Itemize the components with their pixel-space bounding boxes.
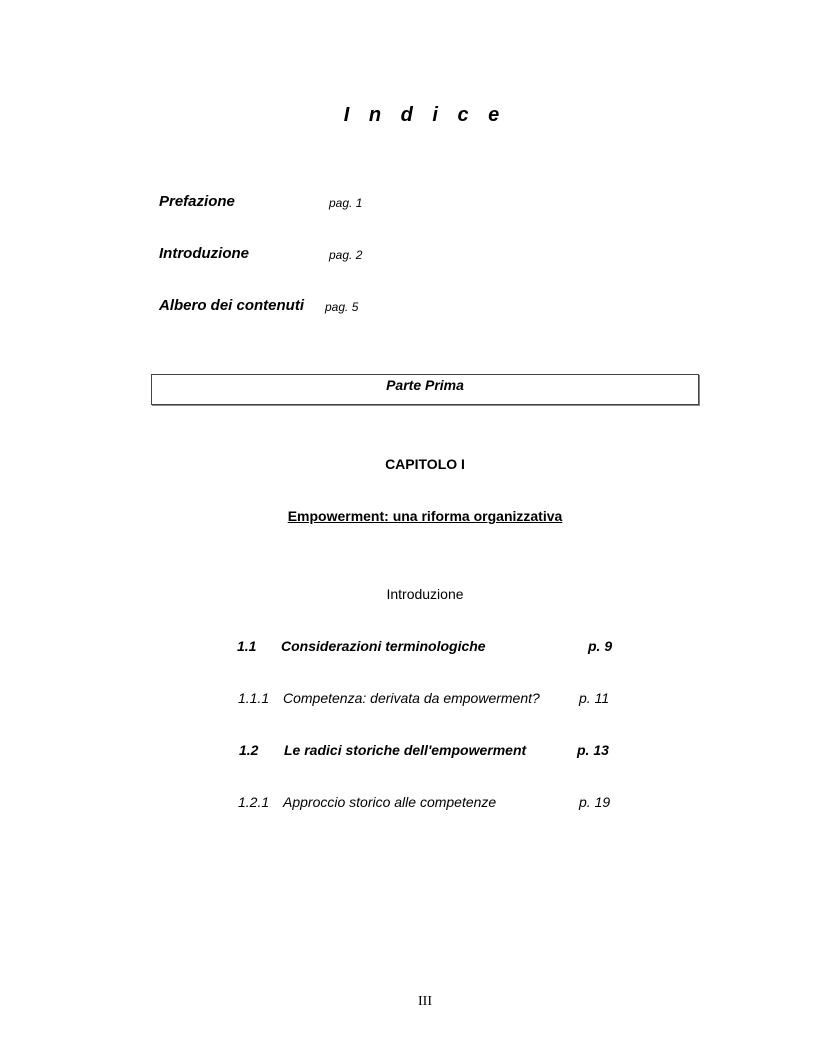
subsection-number: 1.2.1 bbox=[238, 794, 270, 810]
toc-entry-introduzione-label[interactable]: Introduzione bbox=[159, 245, 249, 262]
toc-entry-prefazione-page: pag. 1 bbox=[329, 196, 363, 210]
subsection-number: 1.1.1 bbox=[238, 690, 270, 706]
subsection-title[interactable]: Competenza: derivata da empowerment? bbox=[283, 690, 540, 706]
toc-entry-introduzione-page: pag. 2 bbox=[329, 248, 363, 262]
section-number: 1.2 bbox=[239, 742, 259, 758]
section-title[interactable]: Le radici storiche dell'empowerment bbox=[284, 742, 527, 758]
toc-entry-prefazione-label[interactable]: Prefazione bbox=[159, 193, 235, 210]
subsection-page: p. 11 bbox=[579, 690, 610, 706]
subsection-title[interactable]: Approccio storico alle competenze bbox=[283, 794, 497, 810]
section-title[interactable]: Considerazioni terminologiche bbox=[281, 638, 486, 654]
page-title: I n d i c e bbox=[343, 104, 507, 126]
section-page: p. 13 bbox=[577, 742, 609, 758]
part-heading-box bbox=[151, 374, 699, 405]
part-heading-label: Parte Prima bbox=[386, 377, 464, 393]
chapter-title: Empowerment: una riforma organizzativa bbox=[287, 508, 563, 524]
section-number: 1.1 bbox=[237, 638, 257, 654]
section-page: p. 9 bbox=[588, 638, 613, 654]
page-number: III bbox=[418, 994, 432, 1009]
toc-entry-albero-label[interactable]: Albero dei contenuti bbox=[159, 297, 305, 314]
toc-entry-albero-page: pag. 5 bbox=[325, 300, 359, 314]
chapter-intro-entry[interactable]: Introduzione bbox=[386, 586, 464, 602]
chapter-label: CAPITOLO I bbox=[385, 456, 465, 472]
subsection-page: p. 19 bbox=[579, 794, 611, 810]
